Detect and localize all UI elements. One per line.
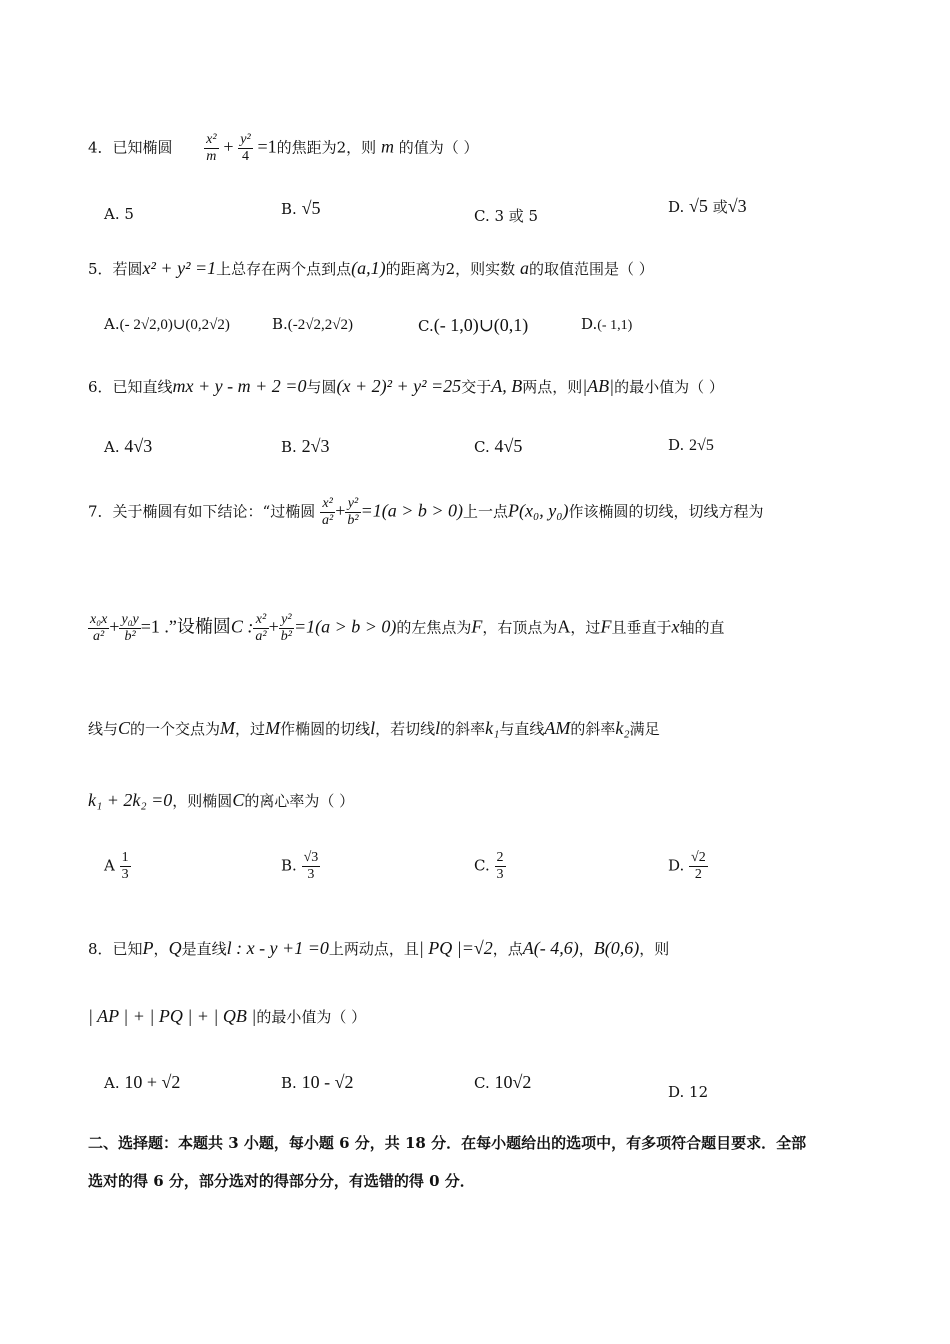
q7-tangent-frac2: $\frac{\text{y₀y}}{\text{b²}}$ [121, 612, 139, 644]
question-6 [88, 376, 724, 397]
q6-text1: 与圆 [306, 378, 337, 396]
q4-frac-y: $\frac{\text{y²}}{4}$ [240, 132, 251, 164]
q7-frac-x2: $\frac{\text{x²}}{\text{a²}}$ [255, 612, 267, 644]
q7-c: C : [230, 616, 254, 637]
q6-ab: |AB| [582, 376, 615, 396]
q7-option-b[interactable]: B. $\frac{√3}{3}$ [281, 850, 319, 882]
q4-number: 4．已知椭圆 [88, 138, 173, 157]
q7-option-d[interactable]: D. $\frac{√2}{2}$ [668, 850, 706, 882]
q4-option-a[interactable]: A. 5 [104, 205, 134, 223]
question-4: 4．已知椭圆 $\frac{\text{x²}}{m}$ + $\frac{\text{y²}}{4}$ =1的焦距为2，则 m 的值为（ ） [88, 132, 479, 164]
q6-option-a[interactable]: A. 4√3 [104, 436, 153, 456]
q7-l2a: =1 .”设椭圆 [140, 616, 231, 637]
q7-text2: 作该椭圆的切线，切线方程为 [568, 502, 764, 521]
q7-frac-y2: $\frac{\text{y²}}{\text{b²}}$ [280, 612, 292, 644]
q5-point: (a,1) [351, 258, 386, 278]
q4-option-b[interactable]: B. √5 [281, 198, 321, 218]
q5-end: 的取值范围是（ ） [528, 260, 654, 278]
q6-option-b[interactable]: B. 2√3 [281, 436, 330, 456]
q7-frac-x: $\frac{\text{x²}}{\text{a²}}$ [322, 496, 334, 528]
question-5 [88, 258, 654, 279]
q5-option-b[interactable]: B.(-2√2,2√2) [272, 315, 353, 333]
q6-option-c[interactable]: C. 4√5 [474, 436, 523, 456]
q5-option-c[interactable]: C.(- 1,0)∪(0,1) [418, 315, 529, 335]
question-8-line1: 8．已知P，Q是直线l : x - y +1 =0上两动点，且| PQ |=√2，点A(- 4,6)，B(0,6)，则 [88, 938, 670, 958]
question-7-line2: $\frac{\text{x₀x}}{\text{a²}}$ + $\frac{\text{y₀y}}{\text{b²}}$ =1 .”设椭圆C : $\frac{\text{x²}}{\text{a²}}$ + $\frac{\text{y²}}{\text{b²}}$ =1(a > b > 0)的左焦点为F，右顶点为A，过F且垂直于x轴的直 [90, 612, 725, 644]
q7-tangent-frac1: $\frac{\text{x₀x}}{\text{a²}}$ [90, 612, 108, 644]
q5-circle: x² + y² =1 [142, 258, 217, 278]
q8-option-a[interactable]: A. 10 + √2 [104, 1072, 181, 1092]
question-8-line2: | AP | + | PQ | + | QB |的最小值为（ ） [88, 1006, 367, 1026]
q6-option-d[interactable]: D. 2√5 [668, 436, 714, 454]
q4-eq: =1 [257, 136, 277, 157]
q8-option-c[interactable]: C. 10√2 [474, 1072, 532, 1092]
q5-option-a[interactable]: A.(- 2√2,0)∪(0,2√2) [104, 315, 230, 333]
q4-option-c[interactable]: C. 3 或 5 [474, 207, 539, 225]
q6-text2: 交于 [461, 378, 492, 396]
q8-pq: | PQ |=√2 [418, 938, 493, 958]
q4-var: m [380, 136, 394, 157]
q4-frac-x: $\frac{\text{x²}}{m}$ [206, 132, 217, 164]
question-7-line1: 7．关于椭圆有如下结论：“过椭圆 $\frac{\text{x²}}{\text{a²}}$ + $\frac{\text{y²}}{\text{b²}}$ =1(a > b > 0)上一点P(x₀, y₀)作该椭圆的切线，切线方程为 [88, 496, 764, 528]
q7-slope-condition: k₁ + 2k₂ =0 [88, 790, 173, 810]
q5-text2: 的距离为2，则实数 [385, 260, 516, 278]
q7-option-c[interactable]: C. $\frac{2}{3}$ [474, 850, 504, 882]
q8-option-b[interactable]: B. 10 - √2 [281, 1072, 354, 1092]
q8-number: 8．已知 [88, 940, 143, 958]
q8-expression: | AP | + | PQ | + | QB | [88, 1006, 257, 1026]
question-7-line3: 线与C的一个交点为M，过M作椭圆的切线l，若切线l的斜率k₁与直线AM的斜率k₂满足 [88, 718, 660, 738]
q7-number: 7．关于椭圆有如下结论：“过椭圆 [88, 502, 316, 521]
q4-end: 的值为（ ） [398, 138, 479, 157]
q7-condition2: =1(a > b > 0) [293, 616, 397, 637]
q6-number: 6．已知直线 [88, 378, 173, 396]
q8-line: l : x - y +1 =0 [226, 938, 329, 958]
q5-text1: 上总存在两个点到点 [216, 260, 352, 278]
q7-option-a[interactable]: A $\frac{1}{3}$ [104, 850, 129, 882]
q6-text3: 两点，则 [522, 378, 583, 396]
q7-frac-y: $\frac{\text{y²}}{\text{b²}}$ [347, 496, 359, 528]
q7-text1: 上一点 [463, 502, 509, 521]
q5-number: 5．若圆 [88, 260, 143, 278]
q4-text: 的焦距为2，则 [276, 138, 377, 157]
section2-line2: 选对的得 6 分，部分选对的得部分分，有选错的得 0 分． [88, 1172, 475, 1190]
section2-line1: 二、选择题：本题共 3 小题，每小题 6 分，共 18 分．在每小题给出的选项中，有多项符合题目要求．全部 [88, 1134, 807, 1152]
q7-point-p: P(x₀, y₀) [508, 500, 569, 521]
q7-condition: =1(a > b > 0) [360, 500, 463, 521]
q5-option-d[interactable]: D.(- 1,1) [581, 315, 633, 333]
q6-circle: (x + 2)² + y² =25 [336, 376, 462, 396]
q6-end: 的最小值为（ ） [614, 378, 724, 396]
question-7-line4: k₁ + 2k₂ =0，则椭圆C的离心率为（ ） [88, 790, 355, 810]
q4-option-d[interactable]: D. √5 或√3 [668, 196, 747, 216]
q6-line: mx + y - m + 2 =0 [172, 376, 307, 396]
q5-var: a [519, 258, 529, 278]
q8-option-d[interactable]: D. 12 [668, 1083, 709, 1101]
q6-points: A, B [491, 376, 523, 396]
